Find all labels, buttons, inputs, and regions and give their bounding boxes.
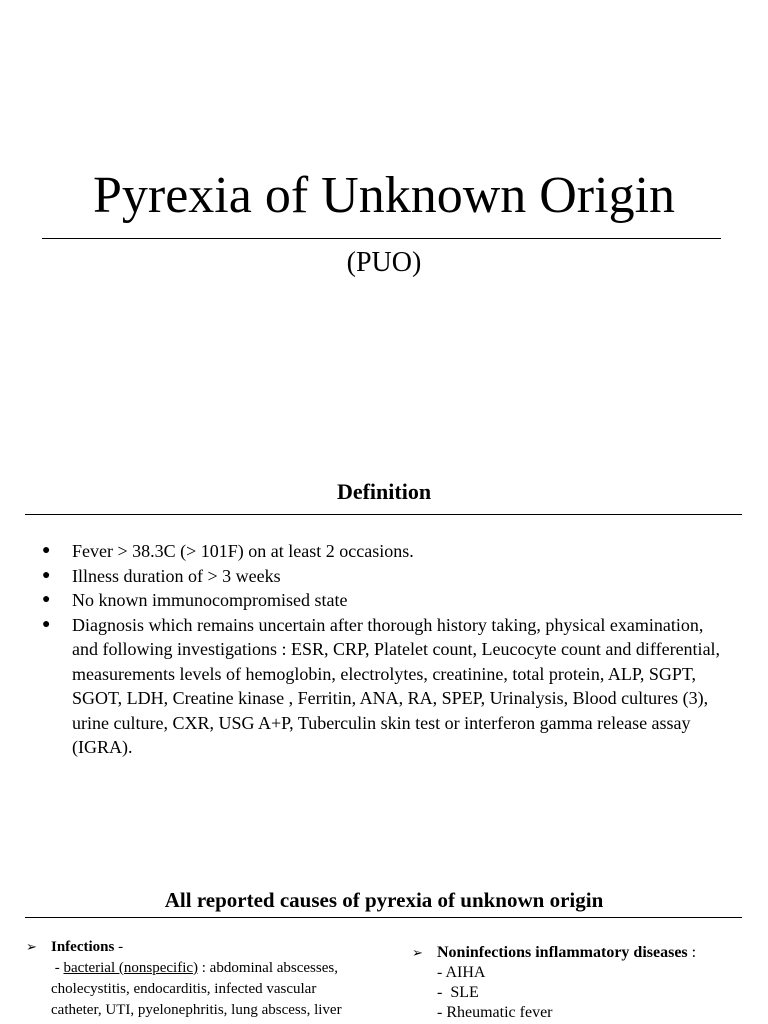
definition-item-text: Fever > 38.3C (> 101F) on at least 2 occasions. — [72, 541, 414, 561]
arrow-bullet-icon: ➢ — [412, 945, 423, 960]
bacterial-text: : abdominal abscesses, — [198, 960, 338, 976]
causes-right-column — [412, 943, 752, 1023]
definition-list — [40, 539, 732, 760]
definition-heading: Definition — [336, 479, 432, 504]
bullet-icon: ● — [42, 543, 51, 558]
page-subtitle: (PUO) — [346, 247, 422, 278]
definition-item — [40, 564, 732, 589]
definition-divider — [25, 514, 742, 515]
noninfections-heading-suffix: : — [687, 944, 697, 961]
noninfection-item: - AIHA — [437, 964, 486, 981]
definition-item — [40, 588, 732, 613]
bacterial-prefix: - — [51, 960, 64, 976]
bacterial-line-2: cholecystitis, endocarditis, infected vascular — [51, 981, 317, 997]
definition-item-text: Illness duration of > 3 weeks — [72, 565, 281, 586]
title-divider — [42, 238, 721, 239]
noninfection-item: - Rheumatic fever — [437, 1004, 553, 1021]
bacterial-line — [26, 958, 366, 979]
bullet-icon: ● — [42, 616, 51, 632]
causes-left-column — [26, 936, 366, 1021]
bacterial-label: bacterial (nonspecific) — [63, 960, 199, 976]
arrow-bullet-icon: ➢ — [26, 939, 37, 954]
definition-item — [40, 539, 732, 564]
bullet-icon: ● — [42, 567, 51, 583]
causes-heading: All reported causes of pyrexia of unknown origin — [164, 888, 604, 912]
infections-heading: Infections — [51, 939, 115, 955]
definition-item-text: Diagnosis which remains uncertain after thorough history taking, physical examination, and following investigations : ESR, CRP, Platelet count, Leucocyte count and differential, measurements levels of hemoglobin, electrolytes, creatinine, total protein, ALP, SGPT, SGOT, LDH, Creatine kinase , Ferritin, ANA, RA, SPEP, Urinalysis, Blood cultures (3), urine culture, CXR, USG A+P, Tuberculin skin test or interferon gamma release assay (IGRA). — [72, 614, 721, 757]
noninfections-heading: Noninfections inflammatory diseases — [437, 944, 688, 961]
infections-heading-line — [26, 936, 366, 958]
definition-item — [40, 613, 732, 760]
page-title: Pyrexia of Unknown Origin — [92, 167, 676, 224]
noninfection-item: - SLE — [437, 984, 479, 1001]
causes-divider — [25, 917, 742, 918]
definition-item-text: No known immunocompromised state — [72, 590, 348, 610]
bacterial-line-3: catheter, UTI, pyelonephritis, lung abscess, liver — [51, 1002, 342, 1018]
noninfections-heading-line — [412, 943, 752, 963]
bullet-icon: ● — [42, 592, 51, 607]
infections-heading-suffix: - — [114, 939, 124, 955]
